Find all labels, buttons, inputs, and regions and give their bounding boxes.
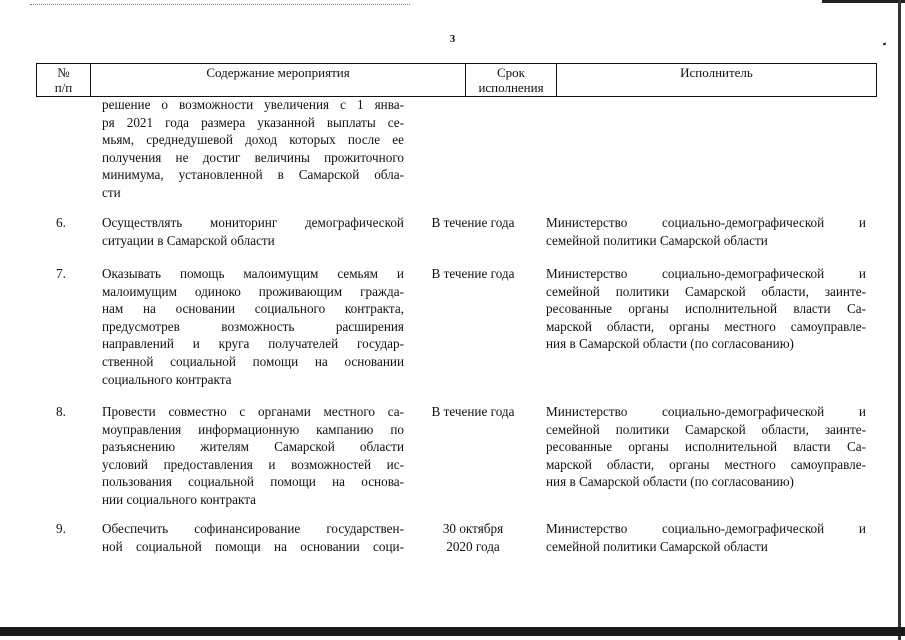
row-9-term: 30 октября 2020 года: [442, 521, 504, 554]
scan-artifact-top-line: [30, 4, 410, 5]
row-6-content: Осуществлять мониторинг демографической ситуации в Самарской области: [102, 215, 404, 248]
row-9-content: Обеспечить софинансирование государствен- ной социальной помощи на основании соци-: [102, 521, 404, 554]
header-content: Содержание мероприятия: [91, 64, 466, 96]
header-term: Срок исполнения: [466, 64, 557, 96]
row-7-number: 7.: [56, 266, 66, 281]
page-number: 3: [449, 33, 456, 45]
row-8-executor: Министерство социально-демографической и семейной политики Самарской области, заинте- ресованные органы исполнительной власти Са- марской области, органы местного самоуправле- ния в Самарской области (по согласованию): [546, 404, 866, 490]
continuation-text: решение о возможности увеличения с 1 янва- ря 2021 года размера указанной выплаты се- мьям, среднедушевой доход которых после ее получения не достиг величины прожиточного минимума, установленной в Самарской обла- сти: [102, 97, 404, 200]
header-executor: Исполнитель: [680, 65, 753, 80]
row-8-term: В течение года: [431, 404, 515, 419]
scan-artifact-right-edge: [898, 0, 901, 640]
row-6-number: 6.: [56, 215, 66, 230]
row-7-executor: Министерство социально-демографической и семейной политики Самарской области, заинте- ресованные органы исполнительной власти Са- марской области, органы местного самоуправле- ния в Самарской области (по согласованию): [546, 266, 866, 352]
row-9-executor: Министерство социально-демографической и семейной политики Самарской области: [546, 521, 866, 554]
header-num: № п/п: [37, 64, 91, 96]
row-6-executor: Министерство социально-демографической и семейной политики Самарской области: [546, 215, 866, 248]
row-9-number: 9.: [56, 521, 66, 536]
row-7-term: В течение года: [431, 266, 515, 281]
row-8-number: 8.: [56, 404, 66, 419]
scan-artifact-top-right: [822, 0, 905, 3]
scan-artifact-bottom-bar: [0, 627, 905, 636]
table-header: [36, 63, 877, 97]
row-8-content: Провести совместно с органами местного са- моуправления информационную кампанию по разъяснению жителям Самарской области условий предоставления и возможностей ис- пользования социальной помощи на основа- нии социального контракта: [102, 404, 404, 507]
row-6-term: В течение года: [431, 215, 515, 230]
row-7-content: Оказывать помощь малоимущим семьям и малоимущим одиноко проживающим гражда- нам на основании социального контракта, предусмотрев возможность расширения направлений и круга получателей государ- ственной социальной помощи на основании социального контракта: [102, 266, 404, 387]
